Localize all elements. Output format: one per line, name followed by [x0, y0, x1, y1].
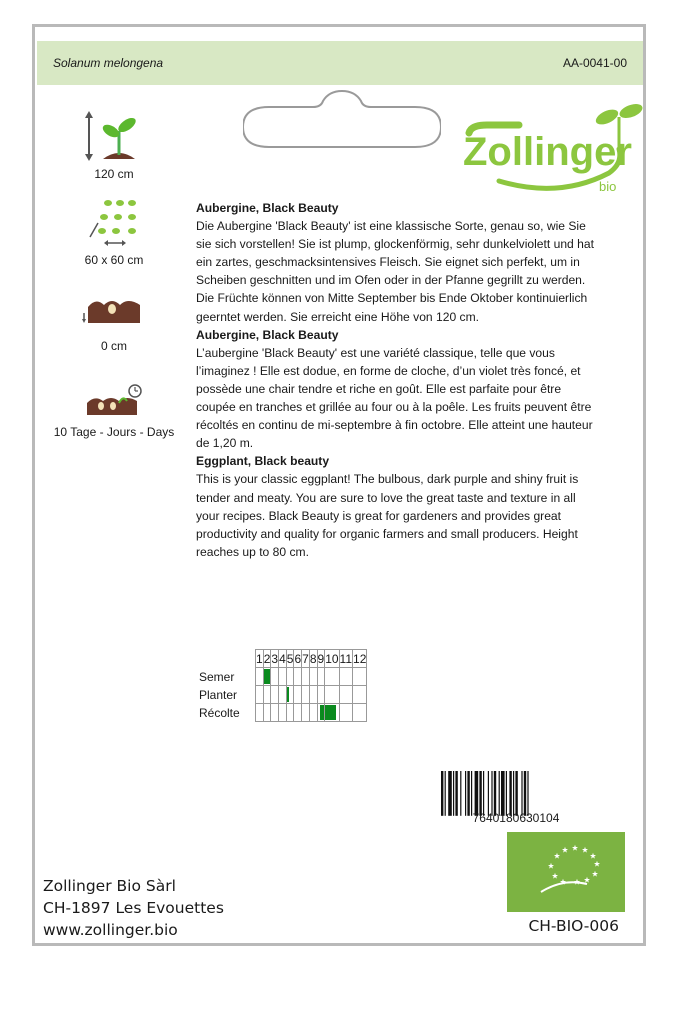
calendar-cell: [294, 686, 302, 704]
calendar-cell: [325, 704, 339, 722]
barcode-bar: [494, 771, 496, 816]
barcode-bar: [488, 771, 489, 816]
en-text: This is your classic eggplant! The bulbous, dark purple and shiny fruit is tender and meaty. You are sure to love the great taste and texture in all your recipes. Black Beauty is great for gardeners and provides great productivity and quality for organic farmers and small producers. Height reaches up to 80 cm.: [196, 472, 579, 559]
fr-text: L’aubergine 'Black Beauty' est une variété classique, telle que vous l’imaginez ! Elle est dodue, en forme de cloche, d’un violet très foncé, et possède une chair tendre et riche en goût. Elle est parfaite pour être coupée en tranches et grillée au four ou à la poêle. Les fruits peuvent être récoltés en continu de mi-septembre à fin octobre. Elle atteint une hauteur de 1,20 m.: [196, 345, 593, 451]
month-2: 2: [263, 651, 271, 666]
company-address: CH-1897 Les Evouettes: [43, 899, 224, 917]
de-title: Aubergine, Black Beauty: [196, 201, 339, 215]
germination-value: 10 Tage - Jours - Days: [53, 425, 175, 439]
calendar-grid: [255, 649, 367, 722]
calendar-cell: [263, 686, 271, 704]
month-6: 6: [294, 651, 302, 666]
latin-name: Solanum melongena: [53, 56, 164, 70]
barcode-bar: [467, 771, 469, 816]
calendar-cell: [279, 668, 287, 686]
barcode-bar: [483, 771, 484, 816]
fr-title: Aubergine, Black Beauty: [196, 327, 339, 342]
calendar-cell: [271, 686, 279, 704]
month-7: 7: [302, 651, 309, 666]
calendar-cell: [286, 686, 294, 704]
barcode-bar: [515, 771, 517, 816]
month-8: 8: [309, 651, 317, 666]
barcode-bar: [513, 771, 514, 816]
calendar-cell: [309, 668, 317, 686]
height-value: 120 cm: [94, 167, 134, 181]
calendar-cell: [256, 668, 264, 686]
month-4: 4: [279, 651, 286, 666]
month-11: 11: [339, 651, 353, 666]
barcode-bar: [441, 771, 443, 816]
barcode-bar: [521, 771, 522, 816]
barcode-bar: [479, 771, 481, 816]
calendar-cell: [309, 686, 317, 704]
header-bar: [37, 41, 643, 85]
month-1: 1: [256, 651, 263, 666]
barcode-bar: [465, 771, 466, 816]
calendar-fill: [287, 687, 290, 702]
calendar-cell: [325, 686, 339, 704]
barcode-bar: [499, 771, 500, 816]
svg-text:Zollinger: Zollinger: [463, 130, 632, 174]
barcode-bar: [455, 771, 457, 816]
barcode-bar: [527, 771, 528, 816]
calendar-cell: [339, 686, 352, 704]
planter-row: [256, 686, 367, 704]
hanger-cutout: [243, 89, 441, 157]
calendar-cell: [339, 704, 352, 722]
calendar-cell: [339, 668, 352, 686]
calendar-fill: [264, 669, 271, 684]
semer-row: [256, 668, 367, 686]
calendar-cell: [317, 704, 325, 722]
month-3: 3: [271, 651, 279, 666]
month-12: 12: [353, 651, 367, 666]
calendar-cell: [286, 704, 294, 722]
calendar-cell: [279, 704, 287, 722]
calendar-cell: [302, 704, 310, 722]
calendar-cell: [263, 668, 271, 686]
barcode-bar: [491, 771, 492, 816]
calendar-cell: [286, 668, 294, 686]
barcode-bar: [448, 771, 452, 816]
company-info: [43, 875, 224, 941]
barcode-bar: [445, 771, 446, 816]
calendar-cell: [302, 668, 310, 686]
sowing-depth-icon: [82, 295, 146, 335]
calendar-cell: [256, 686, 264, 704]
calendar-cell: [271, 668, 279, 686]
calendar-cell: [317, 686, 325, 704]
germination-clock-icon: [79, 381, 149, 421]
calendar-cell: [353, 668, 367, 686]
calendar-cell: [271, 704, 279, 722]
en-title: Eggplant, Black beauty: [196, 454, 330, 469]
spacing-value: 60 x 60 cm: [84, 253, 144, 267]
barcode-bar: [501, 771, 505, 816]
calendar-cell: [256, 704, 264, 722]
calendar-cell: [279, 686, 287, 704]
bio-certification-code: CH-BIO-006: [528, 917, 619, 935]
barcode-bar: [471, 771, 472, 816]
barcode-bar: [475, 771, 479, 816]
calendar-cell: [317, 668, 325, 686]
calendar-cell: [309, 704, 317, 722]
sidebar-germination: [39, 381, 189, 439]
eu-organic-logo: [507, 832, 625, 912]
seed-packet-back: [32, 24, 646, 946]
company-website[interactable]: www.zollinger.bio: [43, 921, 178, 939]
plant-height-icon: [83, 111, 145, 163]
barcode-bar: [453, 771, 454, 816]
calendar-cell: [302, 686, 310, 704]
row-label-recolte: Récolte: [199, 706, 240, 720]
calendar-cell: [263, 704, 271, 722]
de-text: Die Aubergine 'Black Beauty' ist eine klassische Sorte, genau so, wie Sie sie sich vorstellen! Sie ist plump, glockenförmig, sehr dunkelviolett und hat ein zartes, geschmacksintensives Fleisch. Sie eignet sich perfekt, um in Scheiben geschnitten und im Ofen oder in der Pfanne gegrillt zu werden. Die Früchte können von Mitte September bis Ende Oktober kontinuierlich geerntet werden. Sie erreicht eine Höhe von 120 cm.: [196, 219, 594, 324]
month-5: 5: [286, 651, 294, 666]
month-10: 10: [325, 651, 339, 666]
barcode-number: 7640180630104: [472, 811, 560, 825]
zollinger-logo: [459, 103, 645, 203]
calendar-cell: [353, 686, 367, 704]
calendar-fill: [320, 705, 324, 720]
sidebar-depth: [39, 295, 189, 353]
barcode-bar: [460, 771, 461, 816]
row-label-semer: Semer: [199, 670, 235, 684]
depth-value: 0 cm: [100, 339, 127, 353]
sidebar-height: [39, 111, 189, 181]
barcode-bar: [506, 771, 507, 816]
description: [196, 199, 596, 561]
svg-text:bio: bio: [599, 179, 617, 194]
row-label-planter: Planter: [199, 688, 238, 702]
calendar-cell: [325, 668, 339, 686]
product-code: AA-0041-00: [562, 56, 627, 70]
company-name: Zollinger Bio Sàrl: [43, 877, 176, 895]
barcode-bar: [509, 771, 511, 816]
sidebar-spacing: [39, 197, 189, 267]
calendar-fill: [325, 705, 336, 720]
recolte-row: [256, 704, 367, 722]
plant-spacing-icon: [86, 197, 142, 249]
barcode-bar: [524, 771, 526, 816]
calendar-cell: [294, 668, 302, 686]
month-header-row: [256, 650, 367, 668]
month-9: 9: [317, 651, 325, 666]
calendar-cell: [353, 704, 367, 722]
calendar-cell: [294, 704, 302, 722]
